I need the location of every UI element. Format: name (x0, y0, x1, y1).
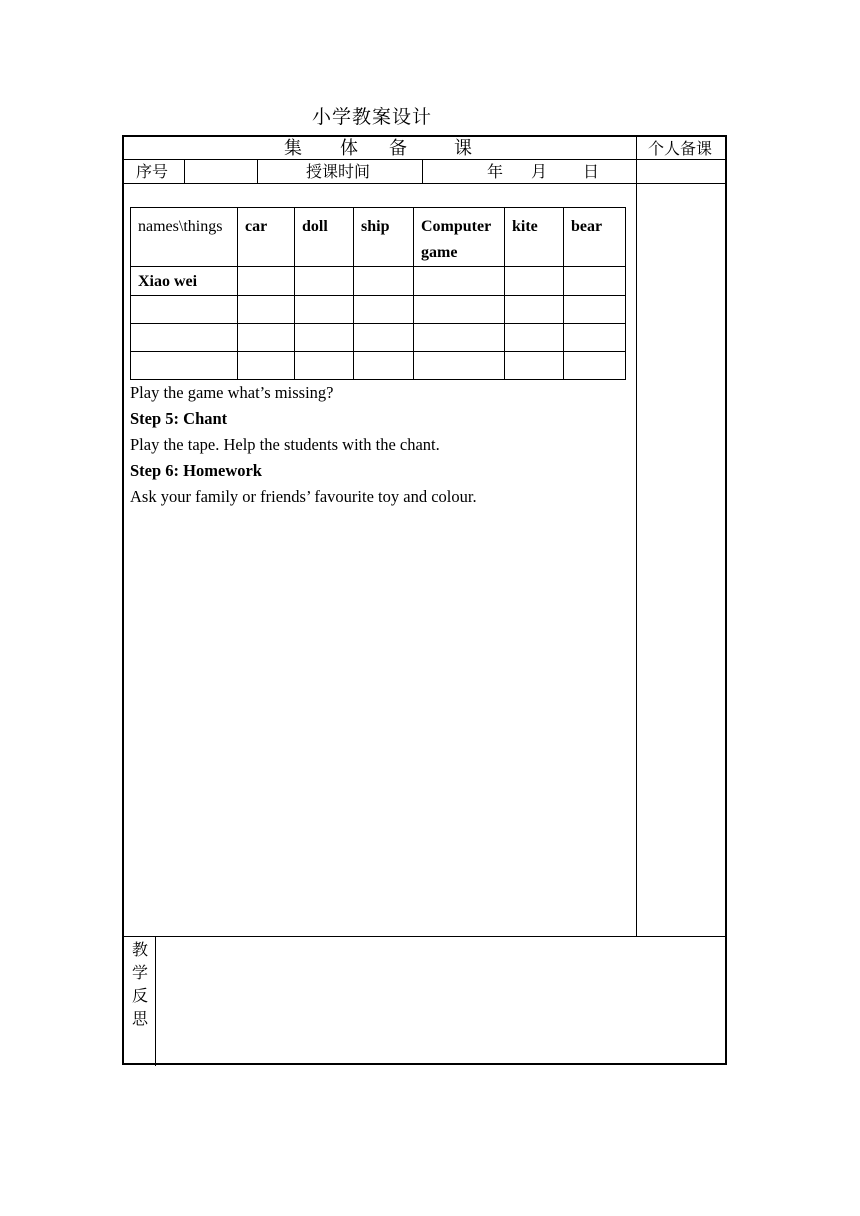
serial-label: 序号 (136, 162, 169, 181)
column-header: bear (564, 208, 626, 267)
table-cell (131, 296, 238, 324)
date-year: 年 (487, 162, 504, 181)
date-month: 月 (531, 162, 548, 181)
table-cell (564, 352, 626, 380)
reflection-content[interactable] (162, 944, 717, 1054)
table-cell (131, 324, 238, 352)
reflection-char: 教 (131, 940, 148, 959)
table-cell (354, 324, 414, 352)
table-header-row (131, 208, 626, 267)
table-cell: Xiao wei (131, 267, 238, 296)
toys-survey-table (130, 207, 626, 380)
instruction-line: Play the game what’s missing? (130, 383, 334, 402)
table-cell (295, 296, 354, 324)
teaching-reflection-label (130, 938, 150, 1030)
document-title: 小学教案设计 (312, 106, 433, 128)
table-cell (238, 352, 295, 380)
column-header: kite (505, 208, 564, 267)
column-header: names\things (131, 208, 238, 267)
group-prep-char-3: 备 (389, 138, 407, 159)
column-divider-time (422, 159, 423, 184)
table-cell (238, 324, 295, 352)
reflection-char: 思 (131, 1009, 148, 1028)
table-cell (295, 267, 354, 296)
reflection-char: 反 (131, 986, 148, 1005)
table-cell (354, 352, 414, 380)
table-cell (505, 267, 564, 296)
table-cell (414, 352, 505, 380)
date-day: 日 (583, 162, 600, 181)
table-cell (564, 267, 626, 296)
instruction-line: Ask your family or friends’ favourite toy and colour. (130, 487, 477, 506)
table-cell (564, 296, 626, 324)
table-cell (414, 267, 505, 296)
instruction-line: Play the tape. Help the students with the chant. (130, 435, 440, 454)
reflection-char: 学 (131, 963, 148, 982)
table-cell (505, 324, 564, 352)
table-cell (295, 352, 354, 380)
table-row (131, 352, 626, 380)
table-cell (354, 267, 414, 296)
step-heading: Step 6: Homework (130, 461, 262, 480)
table-cell (295, 324, 354, 352)
table-cell (414, 324, 505, 352)
time-label: 授课时间 (306, 162, 371, 181)
column-header: car (238, 208, 295, 267)
lesson-steps (130, 380, 630, 510)
table-cell (238, 267, 295, 296)
group-prep-char-4: 课 (454, 138, 472, 159)
column-divider-serial (184, 159, 185, 184)
table-cell (505, 352, 564, 380)
table-cell (505, 296, 564, 324)
table-row (131, 267, 626, 296)
column-header: ship (354, 208, 414, 267)
step-heading: Step 5: Chant (130, 409, 228, 428)
table-cell (238, 296, 295, 324)
column-divider-reflection (155, 936, 156, 1066)
column-divider-personal (636, 135, 637, 937)
table-row (131, 324, 626, 352)
table-cell (131, 352, 238, 380)
column-divider-serial-value (257, 159, 258, 184)
table-cell (414, 296, 505, 324)
column-header: doll (295, 208, 354, 267)
group-prep-char-1: 集 (284, 138, 302, 159)
table-row (131, 296, 626, 324)
group-prep-char-2: 体 (340, 138, 358, 159)
table-cell (564, 324, 626, 352)
personal-prep-heading: 个人备课 (648, 139, 713, 158)
table-cell (354, 296, 414, 324)
column-header: Computer game (414, 208, 505, 267)
